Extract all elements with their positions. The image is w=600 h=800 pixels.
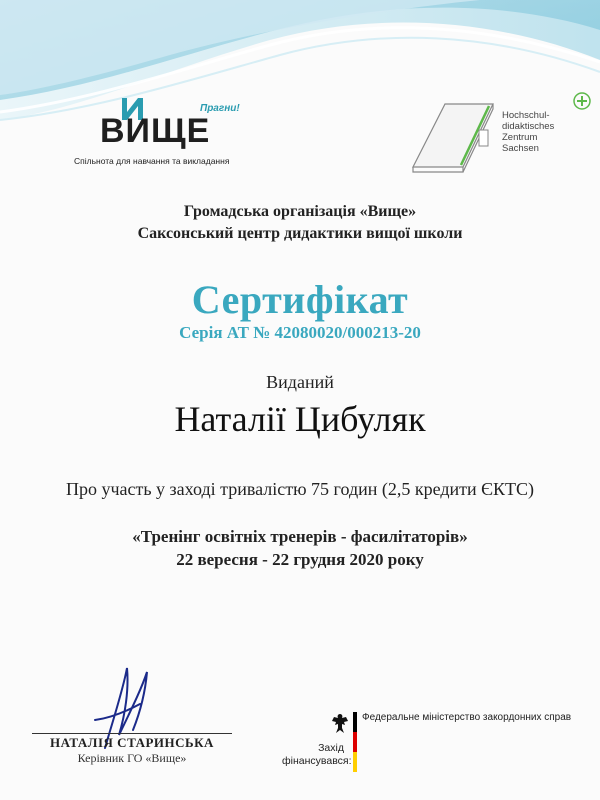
notebook-icon — [405, 92, 500, 180]
issued-label: Виданий — [266, 372, 334, 392]
logo-tagline: Спільнота для навчання та викладання — [74, 156, 230, 166]
certificate-title: Сертифікат — [191, 277, 409, 322]
signature-line — [32, 733, 232, 734]
participation-text: Про участь у заході тривалістю 75 годин (2,5 кредити ЄКТС) — [65, 479, 535, 499]
vyshche-logo — [70, 90, 270, 170]
recipient-name: Наталії Цибуляк — [174, 399, 426, 439]
signatory-name: НАТАЛІЯ СТАРИНСЬКА — [50, 735, 214, 750]
hdz-sachsen-logo — [405, 92, 595, 182]
course-title: «Тренінг освітніх тренерів - фасилітаторів» — [132, 527, 468, 546]
ministry-name: Федеральне міністерство закордонних справ — [362, 712, 572, 723]
course-dates: 22 вересня - 22 грудня 2020 року — [176, 550, 424, 569]
certificate-series: Серія АТ № 42080020/000213-20 — [179, 323, 421, 342]
org-line-1: Громадська організація «Вище» — [183, 203, 417, 220]
german-flag-stripe — [353, 712, 357, 772]
org-line-2: Саксонський центр дидактики вищої школи — [137, 225, 463, 242]
funding-label: Захід фінансувався: — [282, 742, 352, 767]
logo-wordmark: ВИЩЕ — [100, 112, 211, 150]
signatory-role: Керівник ГО «Вище» — [77, 751, 187, 765]
hdz-name: Hochschul- didaktisches Zentrum Sachsen — [502, 110, 555, 154]
logo-slogan: Прагни! — [200, 103, 240, 114]
federal-eagle-icon — [330, 712, 350, 736]
plus-icon — [573, 92, 591, 110]
